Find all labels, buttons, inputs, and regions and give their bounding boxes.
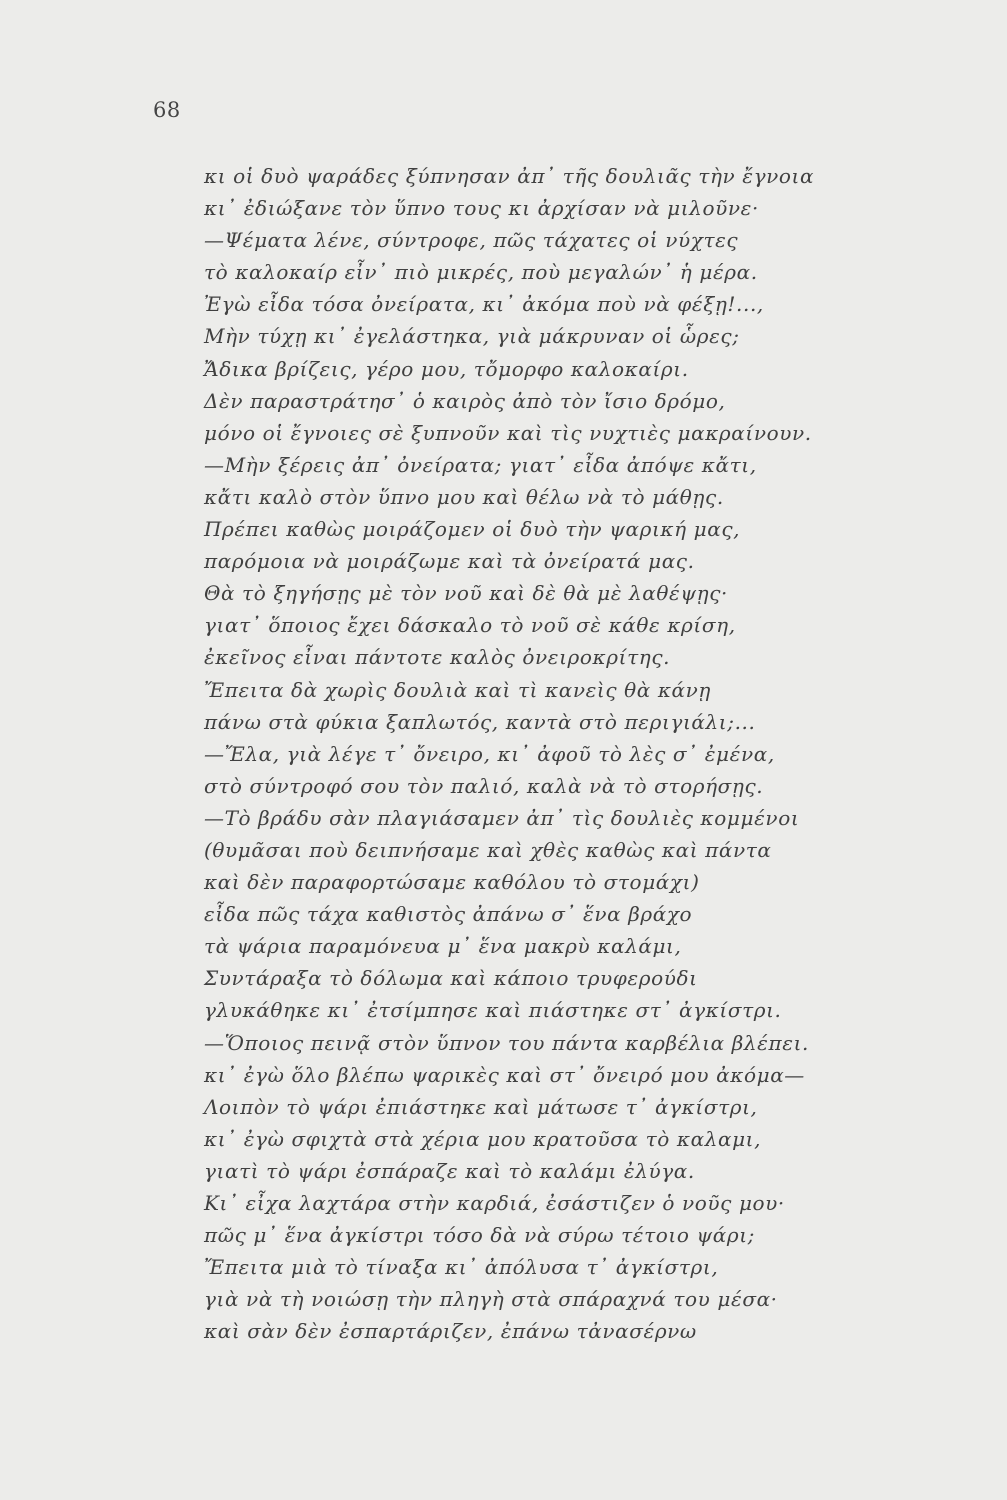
poem-line: μόνο οἱ ἔγνοιες σὲ ξυπνοῦν καὶ τὶς νυχτιὲς μακραίνουν. bbox=[204, 420, 812, 445]
poem-line: Θὰ τὸ ξηγήσῃς μὲ τὸν νοῦ καὶ δὲ θὰ μὲ λαθέψῃς· bbox=[204, 581, 728, 606]
poem-line: παρόμοια νὰ μοιράζωμε καὶ τὰ ὀνείρατά μας. bbox=[204, 549, 695, 574]
poem-line: γιατὶ τὸ ψάρι ἐσπάραζε καὶ τὸ καλάμι ἐλύγα. bbox=[204, 1158, 695, 1183]
poem-line: Λοιπὸν τὸ ψάρι ἐπιάστηκε καὶ μάτωσε τ᾽ ἀγκίστρι, bbox=[204, 1094, 758, 1119]
poem-line: τὸ καλοκαίρ εἶν᾽ πιὸ μικρές, ποὺ μεγαλών᾽ ἡ μέρα. bbox=[204, 260, 758, 285]
poem-line: καὶ σὰν δὲν ἐσπαρτάριζεν, ἐπάνω τἀνασέρνω bbox=[204, 1319, 697, 1344]
poem-line: —Ὅποιος πεινᾷ στὸν ὕπνον του πάντα καρβέλια βλέπει. bbox=[204, 1030, 809, 1055]
poem-line: κι᾽ ἐγὼ σφιχτὰ στὰ χέρια μου κρατοῦσα τὸ καλαμι, bbox=[204, 1126, 762, 1151]
poem-line: Ἔπειτα δὰ χωρὶς δουλιὰ καὶ τὶ κανεὶς θὰ κάνῃ bbox=[204, 677, 711, 702]
poem-line: κι᾽ ἐγὼ ὅλο βλέπω ψαρικὲς καὶ στ᾽ ὄνειρό μου ἀκόμα— bbox=[204, 1062, 805, 1087]
poem-line: —Ἔλα, γιὰ λέγε τ᾽ ὄνειρο, κι᾽ ἀφοῦ τὸ λὲς σ᾽ ἐμένα, bbox=[204, 741, 775, 766]
poem-line: Ἐγὼ εἶδα τόσα ὀνείρατα, κι᾽ ἀκόμα ποὺ νὰ φέξῃ!..., bbox=[204, 292, 764, 317]
poem-line: τὰ ψάρια παραμόνευα μ᾽ ἕνα μακρὺ καλάμι, bbox=[204, 934, 682, 959]
poem-line: γιατ᾽ ὅποιος ἔχει δάσκαλο τὸ νοῦ σὲ κάθε κρίση, bbox=[204, 613, 736, 638]
poem-line: —Τὸ βράδυ σὰν πλαγιάσαμεν ἀπ᾽ τὶς δουλιὲς κομμένοι bbox=[204, 805, 800, 830]
poem-line: Πρέπει καθὼς μοιράζομεν οἱ δυὸ τὴν ψαρική μας, bbox=[204, 517, 741, 542]
poem-line: στὸ σύντροφό σου τὸν παλιό, καλὰ νὰ τὸ στορήσῃς. bbox=[204, 773, 764, 798]
poem-line: καὶ δὲν παραφορτώσαμε καθόλου τὸ στομάχι) bbox=[204, 870, 700, 895]
poem-line: γιὰ νὰ τὴ νοιώσῃ τὴν πληγὴ στὰ σπάραχνά του μέσα· bbox=[204, 1287, 778, 1312]
poem-line: ἐκεῖνος εἶναι πάντοτε καλὸς ὀνειροκρίτης. bbox=[204, 645, 671, 670]
poem-line: γλυκάθηκε κι᾽ ἐτσίμπησε καὶ πιάστηκε στ᾽ ἀγκίστρι. bbox=[204, 998, 782, 1023]
page-number: 68 bbox=[153, 98, 181, 122]
poem-line: (θυμᾶσαι ποὺ δειπνήσαμε καὶ χθὲς καθὼς καὶ πάντα bbox=[204, 837, 772, 862]
poem-line: κι οἱ δυὸ ψαράδες ξύπνησαν ἀπ᾽ τῆς δουλιᾶς τὴν ἔγνοια bbox=[204, 164, 815, 188]
poem-line: εἶδα πῶς τάχα καθιστὸς ἀπάνω σ᾽ ἕνα βράχο bbox=[204, 902, 693, 927]
poem-line: —Μὴν ξέρεις ἀπ᾽ ὀνείρατα; γιατ᾽ εἶδα ἀπόψε κἄτι, bbox=[204, 452, 757, 477]
poem-line: πῶς μ᾽ ἕνα ἀγκίστρι τόσο δὰ νὰ σύρω τέτοιο ψάρι; bbox=[204, 1223, 755, 1248]
poem-line: Κι᾽ εἶχα λαχτάρα στὴν καρδιά, ἐσάστιζεν ὁ νοῦς μου· bbox=[204, 1191, 785, 1215]
poem-line: Ἔπειτα μιὰ τὸ τίναξα κι᾽ ἀπόλυσα τ᾽ ἀγκίστρι, bbox=[204, 1255, 719, 1280]
poem-line: κἄτι καλὸ στὸν ὕπνο μου καὶ θέλω νὰ τὸ μάθῃς. bbox=[204, 484, 724, 509]
poem-line: Ἄδικα βρίζεις, γέρο μου, τὄμορφο καλοκαίρι. bbox=[204, 356, 689, 381]
poem-line: Συντάραξα τὸ δόλωμα καὶ κάποιο τρυφερούδι bbox=[204, 966, 698, 991]
poem-line: —Ψέματα λένε, σύντροφε, πῶς τάχατες οἱ νύχτες bbox=[204, 228, 739, 253]
poem-line: Μὴν τύχῃ κι᾽ ἐγελάστηκα, γιὰ μάκρυναν οἱ ὧρες; bbox=[204, 324, 740, 349]
poem-text bbox=[204, 160, 884, 1347]
poem-line: κι᾽ ἐδιώξανε τὸν ὕπνο τους κι ἀρχίσαν νὰ μιλοῦνε· bbox=[204, 196, 759, 221]
poem-line: πάνω στὰ φύκια ξαπλωτός, καντὰ στὸ περιγιάλι;... bbox=[204, 709, 756, 734]
poem-line: Δὲν παραστράτησ᾽ ὁ καιρὸς ἀπὸ τὸν ἴσιο δρόμο, bbox=[204, 388, 726, 413]
